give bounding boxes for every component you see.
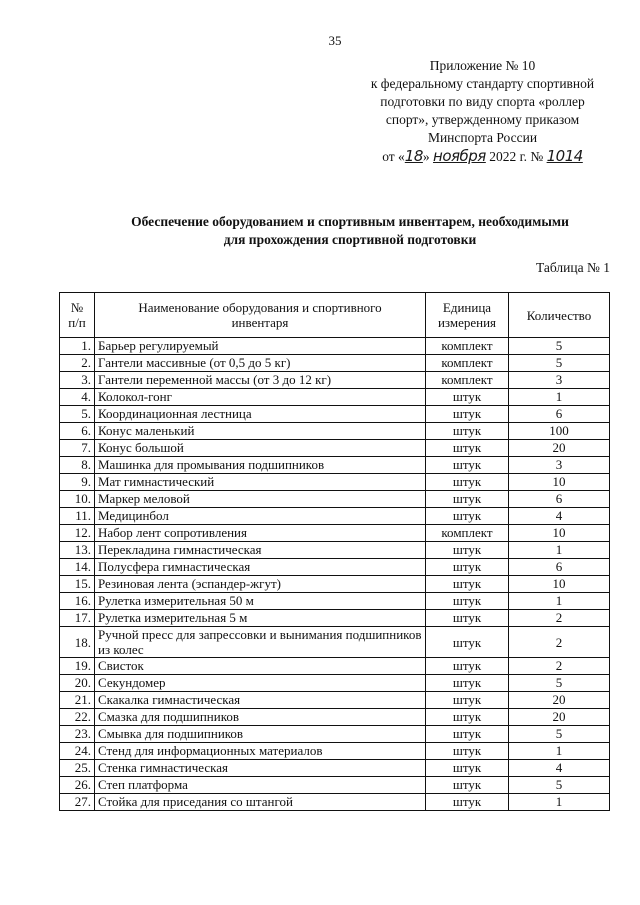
row-number: 2. xyxy=(60,355,95,372)
item-quantity: 6 xyxy=(509,559,610,576)
appendix-line-2: к федеральному стандарту спортивной xyxy=(370,76,595,91)
item-name: Смазка для подшипников xyxy=(95,709,426,726)
item-quantity: 1 xyxy=(509,593,610,610)
item-quantity: 5 xyxy=(509,338,610,355)
header-name-line-2: инвентаря xyxy=(231,315,289,330)
item-unit: штук xyxy=(426,777,509,794)
item-quantity: 2 xyxy=(509,658,610,675)
table-row xyxy=(60,627,610,658)
item-unit: штук xyxy=(426,474,509,491)
item-unit: штук xyxy=(426,658,509,675)
table-row xyxy=(60,726,610,743)
item-unit: штук xyxy=(426,491,509,508)
equipment-table xyxy=(59,292,610,811)
item-name: Смывка для подшипников xyxy=(95,726,426,743)
page-number: 35 xyxy=(328,33,342,48)
item-quantity: 10 xyxy=(509,525,610,542)
item-name: Конус маленький xyxy=(95,423,426,440)
row-number: 22. xyxy=(60,709,95,726)
row-number: 27. xyxy=(60,794,95,811)
table-row xyxy=(60,474,610,491)
item-unit: штук xyxy=(426,559,509,576)
item-name: Рулетка измерительная 50 м xyxy=(95,593,426,610)
item-quantity: 1 xyxy=(509,794,610,811)
item-name: Свисток xyxy=(95,658,426,675)
row-number: 1. xyxy=(60,338,95,355)
table-row xyxy=(60,559,610,576)
item-name: Стенд для информационных материалов xyxy=(95,743,426,760)
header-name-line-1: Наименование оборудования и спортивного xyxy=(138,300,382,315)
table-row xyxy=(60,457,610,474)
document-title-line-2: для прохождения спортивной подготовки xyxy=(223,232,477,247)
row-number: 19. xyxy=(60,658,95,675)
table-row xyxy=(60,525,610,542)
item-name: Маркер меловой xyxy=(95,491,426,508)
item-name: Колокол-гонг xyxy=(95,389,426,406)
item-name: Барьер регулируемый xyxy=(95,338,426,355)
item-quantity: 1 xyxy=(509,389,610,406)
header-num-line-1: № xyxy=(70,300,84,315)
row-number: 3. xyxy=(60,372,95,389)
table-row xyxy=(60,542,610,559)
appendix-line-5: Минспорта России xyxy=(427,130,538,145)
item-quantity: 2 xyxy=(509,610,610,627)
table-row xyxy=(60,338,610,355)
item-quantity: 2 xyxy=(509,627,610,658)
item-name: Стенка гимнастическая xyxy=(95,760,426,777)
item-unit: штук xyxy=(426,440,509,457)
item-quantity: 4 xyxy=(509,508,610,525)
item-unit: штук xyxy=(426,760,509,777)
row-number: 18. xyxy=(60,627,95,658)
header-unit-line-2: измерения xyxy=(437,315,497,330)
row-number: 23. xyxy=(60,726,95,743)
row-number: 14. xyxy=(60,559,95,576)
table-row xyxy=(60,743,610,760)
item-unit: штук xyxy=(426,457,509,474)
row-number: 5. xyxy=(60,406,95,423)
item-quantity: 5 xyxy=(509,777,610,794)
item-name: Набор лент сопротивления xyxy=(95,525,426,542)
header-unit-line-1: Единица xyxy=(442,300,492,315)
item-quantity: 20 xyxy=(509,709,610,726)
table-row xyxy=(60,508,610,525)
order-day: 18 xyxy=(404,147,423,165)
item-unit: штук xyxy=(426,389,509,406)
table-row xyxy=(60,692,610,709)
row-number: 15. xyxy=(60,576,95,593)
order-from-label: от « xyxy=(382,149,405,164)
item-quantity: 20 xyxy=(509,440,610,457)
item-name: Гантели массивные (от 0,5 до 5 кг) xyxy=(95,355,426,372)
item-name: Конус большой xyxy=(95,440,426,457)
document-title xyxy=(80,213,620,249)
appendix-line-1: Приложение № 10 xyxy=(429,58,536,73)
header-num xyxy=(60,293,95,338)
table-row xyxy=(60,675,610,692)
header-num-line-2: п/п xyxy=(68,315,86,330)
row-number: 24. xyxy=(60,743,95,760)
item-name: Степ платформа xyxy=(95,777,426,794)
item-unit: штук xyxy=(426,627,509,658)
item-quantity: 5 xyxy=(509,675,610,692)
order-number: 1014 xyxy=(546,147,583,165)
table-row xyxy=(60,610,610,627)
row-number: 16. xyxy=(60,593,95,610)
item-unit: штук xyxy=(426,794,509,811)
row-number: 20. xyxy=(60,675,95,692)
table-row xyxy=(60,760,610,777)
row-number: 4. xyxy=(60,389,95,406)
item-name: Секундомер xyxy=(95,675,426,692)
item-quantity: 10 xyxy=(509,474,610,491)
order-close-quote: » xyxy=(422,149,430,164)
item-name: Скакалка гимнастическая xyxy=(95,692,426,709)
item-quantity: 1 xyxy=(509,542,610,559)
table-row xyxy=(60,794,610,811)
item-unit: комплект xyxy=(426,355,509,372)
appendix-line-3: подготовки по виду спорта «роллер xyxy=(380,94,585,109)
item-unit: штук xyxy=(426,743,509,760)
table-row xyxy=(60,355,610,372)
item-unit: штук xyxy=(426,576,509,593)
item-quantity: 20 xyxy=(509,692,610,709)
item-unit: штук xyxy=(426,675,509,692)
item-unit: штук xyxy=(426,709,509,726)
item-unit: штук xyxy=(426,726,509,743)
item-quantity: 100 xyxy=(509,423,610,440)
row-number: 13. xyxy=(60,542,95,559)
row-number: 10. xyxy=(60,491,95,508)
item-quantity: 5 xyxy=(509,726,610,743)
item-unit: штук xyxy=(426,692,509,709)
table-row xyxy=(60,658,610,675)
row-number: 6. xyxy=(60,423,95,440)
item-quantity: 1 xyxy=(509,743,610,760)
item-name: Резиновая лента (эспандер-жгут) xyxy=(95,576,426,593)
item-name: Стойка для приседания со штангой xyxy=(95,794,426,811)
item-name: Перекладина гимнастическая xyxy=(95,542,426,559)
table-row xyxy=(60,389,610,406)
table-row xyxy=(60,423,610,440)
item-unit: комплект xyxy=(426,338,509,355)
item-quantity: 6 xyxy=(509,406,610,423)
item-name: Мат гимнастический xyxy=(95,474,426,491)
row-number: 17. xyxy=(60,610,95,627)
item-name: Рулетка измерительная 5 м xyxy=(95,610,426,627)
item-unit: комплект xyxy=(426,372,509,389)
row-number: 7. xyxy=(60,440,95,457)
item-quantity: 10 xyxy=(509,576,610,593)
item-name: Машинка для промывания подшипников xyxy=(95,457,426,474)
item-name: Ручной пресс для запрессовки и вынимания подшипников из колес xyxy=(95,627,426,658)
appendix-block xyxy=(340,57,625,166)
row-number: 25. xyxy=(60,760,95,777)
item-quantity: 3 xyxy=(509,457,610,474)
table-row xyxy=(60,709,610,726)
item-unit: штук xyxy=(426,593,509,610)
document-title-line-1: Обеспечение оборудованием и спортивным инвентарем, необходимыми xyxy=(131,214,569,229)
item-name: Гантели переменной массы (от 3 до 12 кг) xyxy=(95,372,426,389)
order-month: ноября xyxy=(433,147,486,165)
order-date-line xyxy=(340,147,625,166)
item-unit: комплект xyxy=(426,525,509,542)
item-unit: штук xyxy=(426,508,509,525)
row-number: 9. xyxy=(60,474,95,491)
row-number: 12. xyxy=(60,525,95,542)
table-label: Таблица № 1 xyxy=(536,260,610,275)
appendix-line-4: спорт», утвержденному приказом xyxy=(385,112,580,127)
table-row xyxy=(60,576,610,593)
table-row xyxy=(60,491,610,508)
order-year: 2022 г. № xyxy=(489,149,544,164)
table-row xyxy=(60,372,610,389)
item-unit: штук xyxy=(426,542,509,559)
item-unit: штук xyxy=(426,610,509,627)
table-row xyxy=(60,777,610,794)
item-name: Медицинбол xyxy=(95,508,426,525)
item-quantity: 5 xyxy=(509,355,610,372)
header-qty: Количество xyxy=(509,293,610,338)
item-name: Полусфера гимнастическая xyxy=(95,559,426,576)
row-number: 11. xyxy=(60,508,95,525)
header-name xyxy=(95,293,426,338)
header-unit xyxy=(426,293,509,338)
item-unit: штук xyxy=(426,423,509,440)
table-row xyxy=(60,593,610,610)
item-unit: штук xyxy=(426,406,509,423)
item-name: Координационная лестница xyxy=(95,406,426,423)
row-number: 26. xyxy=(60,777,95,794)
table-header-row xyxy=(60,293,610,338)
row-number: 21. xyxy=(60,692,95,709)
item-quantity: 3 xyxy=(509,372,610,389)
item-quantity: 4 xyxy=(509,760,610,777)
item-quantity: 6 xyxy=(509,491,610,508)
table-row xyxy=(60,440,610,457)
row-number: 8. xyxy=(60,457,95,474)
table-row xyxy=(60,406,610,423)
